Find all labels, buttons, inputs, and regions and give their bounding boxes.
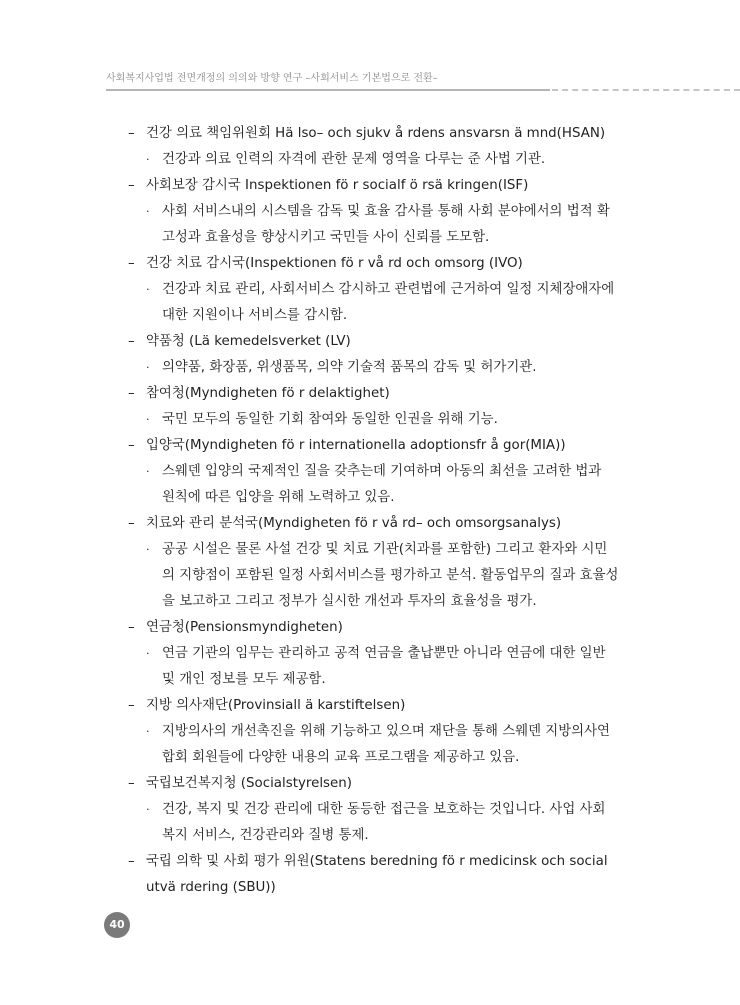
item-description-text: 복지 서비스, 건강관리와 질병 통제. [162,828,369,843]
list-item-title [128,173,638,199]
item-title-text: 국립보건복지청 (Socialstyrelsen) [146,776,352,791]
dot-bullet: · [146,153,150,166]
dash-bullet: – [128,386,135,401]
item-title-text: 입양국(Myndigheten fö r internationella adoptionsfr å gor(MIA)) [146,438,566,453]
dash-bullet: – [128,698,135,713]
running-header: 사회복지사업법 전면개정의 의의와 방향 연구 –사회서비스 기본법으로 전환– [106,73,438,84]
dash-bullet: – [128,256,135,271]
header-rule-dashed [552,89,740,91]
document-body [128,121,638,901]
item-title-text: 사회보장 감시국 Inspektionen fö r socialf ö rsä kringen(ISF) [146,178,529,193]
item-title-text: 연금청(Pensionsmyndigheten) [146,620,343,635]
dash-bullet: – [128,438,135,453]
list-item-description [128,589,638,615]
item-title-text: 국립 의학 및 사회 평가 위원(Statens beredning fö r medicinsk och social [146,854,608,869]
list-item-title [128,121,638,147]
item-description-text: 지방의사의 개선촉진을 위해 기능하고 있으며 재단을 통해 스웨덴 지방의사연 [162,724,610,739]
item-description-text: 의 지향점이 포함된 일정 사회서비스를 평가하고 분석. 활동업무의 질과 효율성 [162,568,619,583]
list-item-description [128,719,638,745]
list-item-description [128,641,638,667]
list-item-title [128,251,638,277]
dash-bullet: – [128,516,135,531]
item-description-text: 을 보고하고 그리고 정부가 실시한 개선과 투자의 효율성을 평가. [162,594,537,609]
item-title-text: 건강 치료 감시국(Inspektionen fö r vå rd och omsorg (IVO) [146,256,523,271]
item-description-text: 건강, 복지 및 건강 관리에 대한 동등한 접근을 보호하는 것입니다. 사업 사회 [162,802,606,817]
item-description-text: 공공 시설은 물론 사설 건강 및 치료 기관(치과를 포함한) 그리고 환자와 시민 [162,542,608,557]
list-item-title-continuation [128,875,638,901]
list-item-title [128,511,638,537]
list-item-title [128,693,638,719]
dot-bullet: · [146,283,150,296]
item-description-text: 대한 지원이나 서비스를 감시함. [162,308,348,323]
item-description-text: 원칙에 따른 입양을 위해 노력하고 있음. [162,490,395,505]
item-description-text: 사회 서비스내의 시스템을 감독 및 효율 감사를 통해 사회 분야에서의 법적 확 [162,204,610,219]
list-item-description [128,459,638,485]
dash-bullet: – [128,620,135,635]
list-item-description [128,407,638,433]
dot-bullet: · [146,725,150,738]
list-item-description [128,563,638,589]
item-description-text: 연금 기관의 임무는 관리하고 공적 연금을 출납뿐만 아니라 연금에 대한 일반 [162,646,606,661]
item-title-text: utvä rdering (SBU)) [146,880,276,895]
list-item-description [128,745,638,771]
list-item-description [128,823,638,849]
item-title-text: 치료와 관리 분석국(Myndigheten fö r vå rd– och omsorgsanalys) [146,516,562,531]
list-item-description [128,303,638,329]
list-item-description [128,537,638,563]
item-description-text: 건강과 의료 인력의 자격에 관한 문제 영역을 다루는 준 사법 기관. [162,152,546,167]
list-item-title [128,381,638,407]
list-item-title [128,849,638,875]
item-title-text: 지방 의사재단(Provinsiall ä karstiftelsen) [146,698,406,713]
list-item-description [128,667,638,693]
list-item-title [128,329,638,355]
item-description-text: 및 개인 정보를 모두 제공함. [162,672,326,687]
item-description-text: 합회 회원들에 다양한 내용의 교육 프로그램을 제공하고 있음. [162,750,520,765]
header-rule [106,89,550,91]
dash-bullet: – [128,776,135,791]
dash-bullet: – [128,178,135,193]
list-item-title [128,615,638,641]
item-description-text: 의약품, 화장품, 위생품목, 의약 기술적 품목의 감독 및 허가기관. [162,360,537,375]
item-title-text: 건강 의료 책임위원회 Hä lso– och sjukv å rdens ansvarsn ä mnd(HSAN) [146,126,606,141]
item-description-text: 국민 모두의 동일한 기회 참여와 동일한 인권을 위해 기능. [162,412,498,427]
dot-bullet: · [146,803,150,816]
list-item-description [128,277,638,303]
item-title-text: 참여청(Myndigheten fö r delaktighet) [146,386,390,401]
list-item-description [128,797,638,823]
page-number-badge: 40 [104,912,130,938]
list-item-title [128,771,638,797]
dot-bullet: · [146,465,150,478]
list-item-description [128,225,638,251]
dot-bullet: · [146,543,150,556]
list-item-description [128,485,638,511]
item-description-text: 스웨덴 입양의 국제적인 질을 갖추는데 기여하며 아동의 최선을 고려한 법과 [162,464,602,479]
dash-bullet: – [128,126,135,141]
item-description-text: 건강과 치료 관리, 사회서비스 감시하고 관련법에 근거하여 일정 지체장애자에 [162,282,615,297]
dot-bullet: · [146,413,150,426]
dash-bullet: – [128,334,135,349]
list-item-title [128,433,638,459]
list-item-description [128,355,638,381]
list-item-description [128,199,638,225]
dot-bullet: · [146,647,150,660]
dash-bullet: – [128,854,135,869]
dot-bullet: · [146,361,150,374]
dot-bullet: · [146,205,150,218]
item-title-text: 약품청 (Lä kemedelsverket (LV) [146,334,351,349]
list-item-description [128,147,638,173]
item-description-text: 고성과 효율성을 향상시키고 국민들 사이 신뢰를 도모함. [162,230,490,245]
